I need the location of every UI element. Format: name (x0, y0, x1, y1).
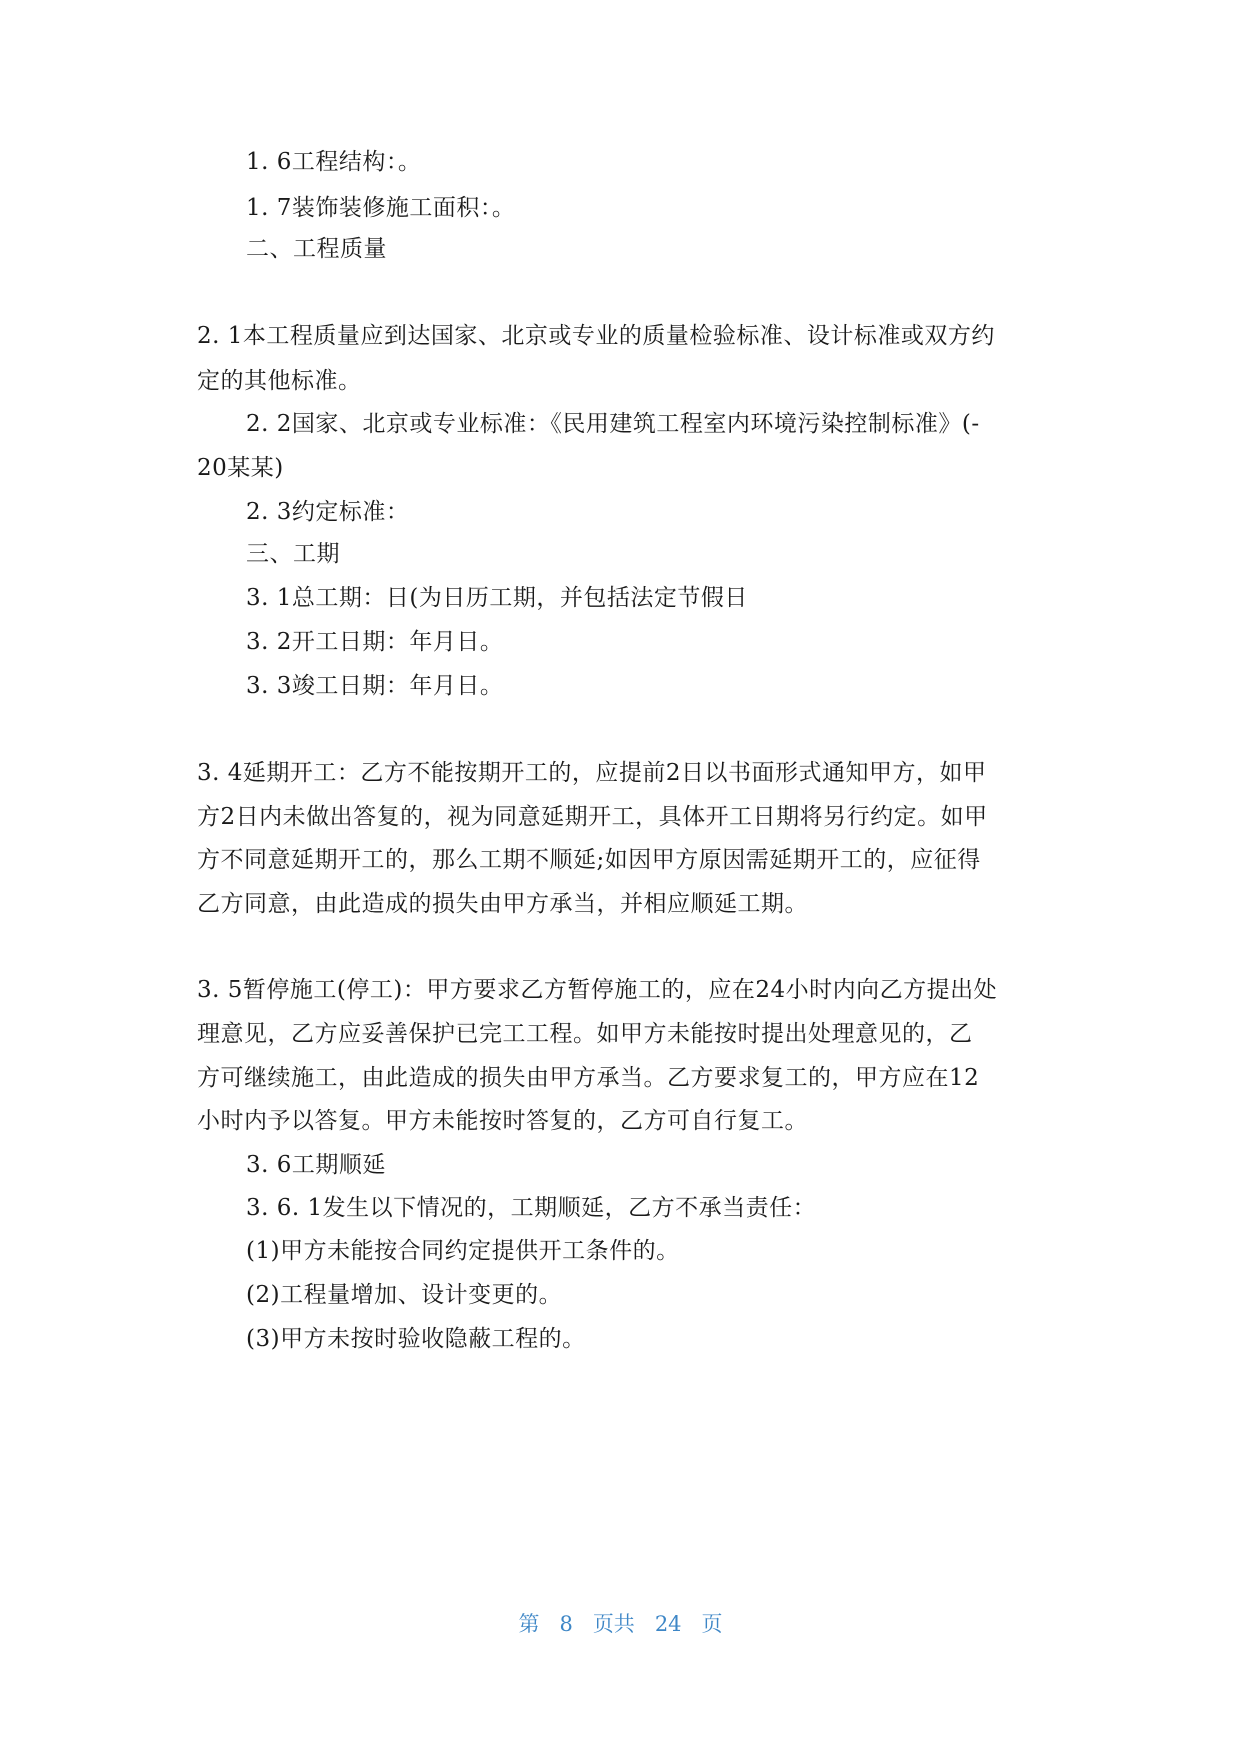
section-2-1-line-1: 2. 1本工程质量应到达国家、北京或专业的质量检验标准、设计标准或双方约 (197, 323, 995, 349)
footer-current-page: 8 (559, 1612, 573, 1636)
footer-total-pages: 24 (654, 1612, 682, 1636)
heading-schedule: 三、工期 (246, 541, 340, 567)
list-item-1: (1)甲方未能按合同约定提供开工条件的。 (246, 1238, 680, 1264)
section-2-2-line-1: 2. 2国家、北京或专业标准：《民用建筑工程室内环境污染控制标准》(- (246, 411, 980, 437)
section-2-1-line-2: 定的其他标准。 (197, 368, 362, 394)
section-3-2: 3. 2开工日期：年月日。 (246, 629, 504, 655)
section-3-5-line-1: 3. 5暂停施工(停工)：甲方要求乙方暂停施工的，应在24小时内向乙方提出处 (197, 977, 998, 1003)
section-3-4-line-1: 3. 4延期开工：乙方不能按期开工的，应提前2日以书面形式通知甲方，如甲 (197, 760, 987, 786)
section-3-1: 3. 1总工期：日(为日历工期，并包括法定节假日 (246, 585, 748, 611)
section-3-5-line-3: 方可继续施工，由此造成的损失由甲方承当。乙方要求复工的，甲方应在12 (197, 1065, 980, 1091)
section-1-6: 1. 6工程结构：。 (246, 149, 422, 175)
section-3-4-line-2: 方2日内未做出答复的，视为同意延期开工，具体开工日期将另行约定。如甲 (197, 804, 988, 830)
section-2-3: 2. 3约定标准： (246, 499, 410, 525)
footer-middle: 页共 (592, 1612, 635, 1636)
list-item-3: (3)甲方未按时验收隐蔽工程的。 (246, 1326, 586, 1352)
section-3-4-line-4: 乙方同意，由此造成的损失由甲方承当，并相应顺延工期。 (197, 891, 808, 917)
section-3-5-line-2: 理意见，乙方应妥善保护已完工工程。如甲方未能按时提出处理意见的，乙 (197, 1021, 973, 1047)
section-3-3: 3. 3竣工日期：年月日。 (246, 673, 504, 699)
section-2-2-line-2: 20某某) (197, 455, 284, 481)
heading-quality: 二、工程质量 (246, 236, 387, 262)
section-3-4-line-3: 方不同意延期开工的，那么工期不顺延;如因甲方原因需延期开工的，应征得 (197, 847, 981, 873)
footer-suffix: 页 (701, 1612, 723, 1636)
footer-prefix: 第 (518, 1612, 540, 1636)
section-3-5-line-4: 小时内予以答复。甲方未能按时答复的，乙方可自行复工。 (197, 1108, 808, 1134)
list-item-2: (2)工程量增加、设计变更的。 (246, 1282, 563, 1308)
section-3-6-1: 3. 6. 1发生以下情况的，工期顺延，乙方不承当责任： (246, 1195, 817, 1221)
section-1-7: 1. 7装饰装修施工面积：。 (246, 195, 516, 221)
page-footer (0, 1610, 1241, 1638)
section-3-6: 3. 6工期顺延 (246, 1152, 386, 1178)
